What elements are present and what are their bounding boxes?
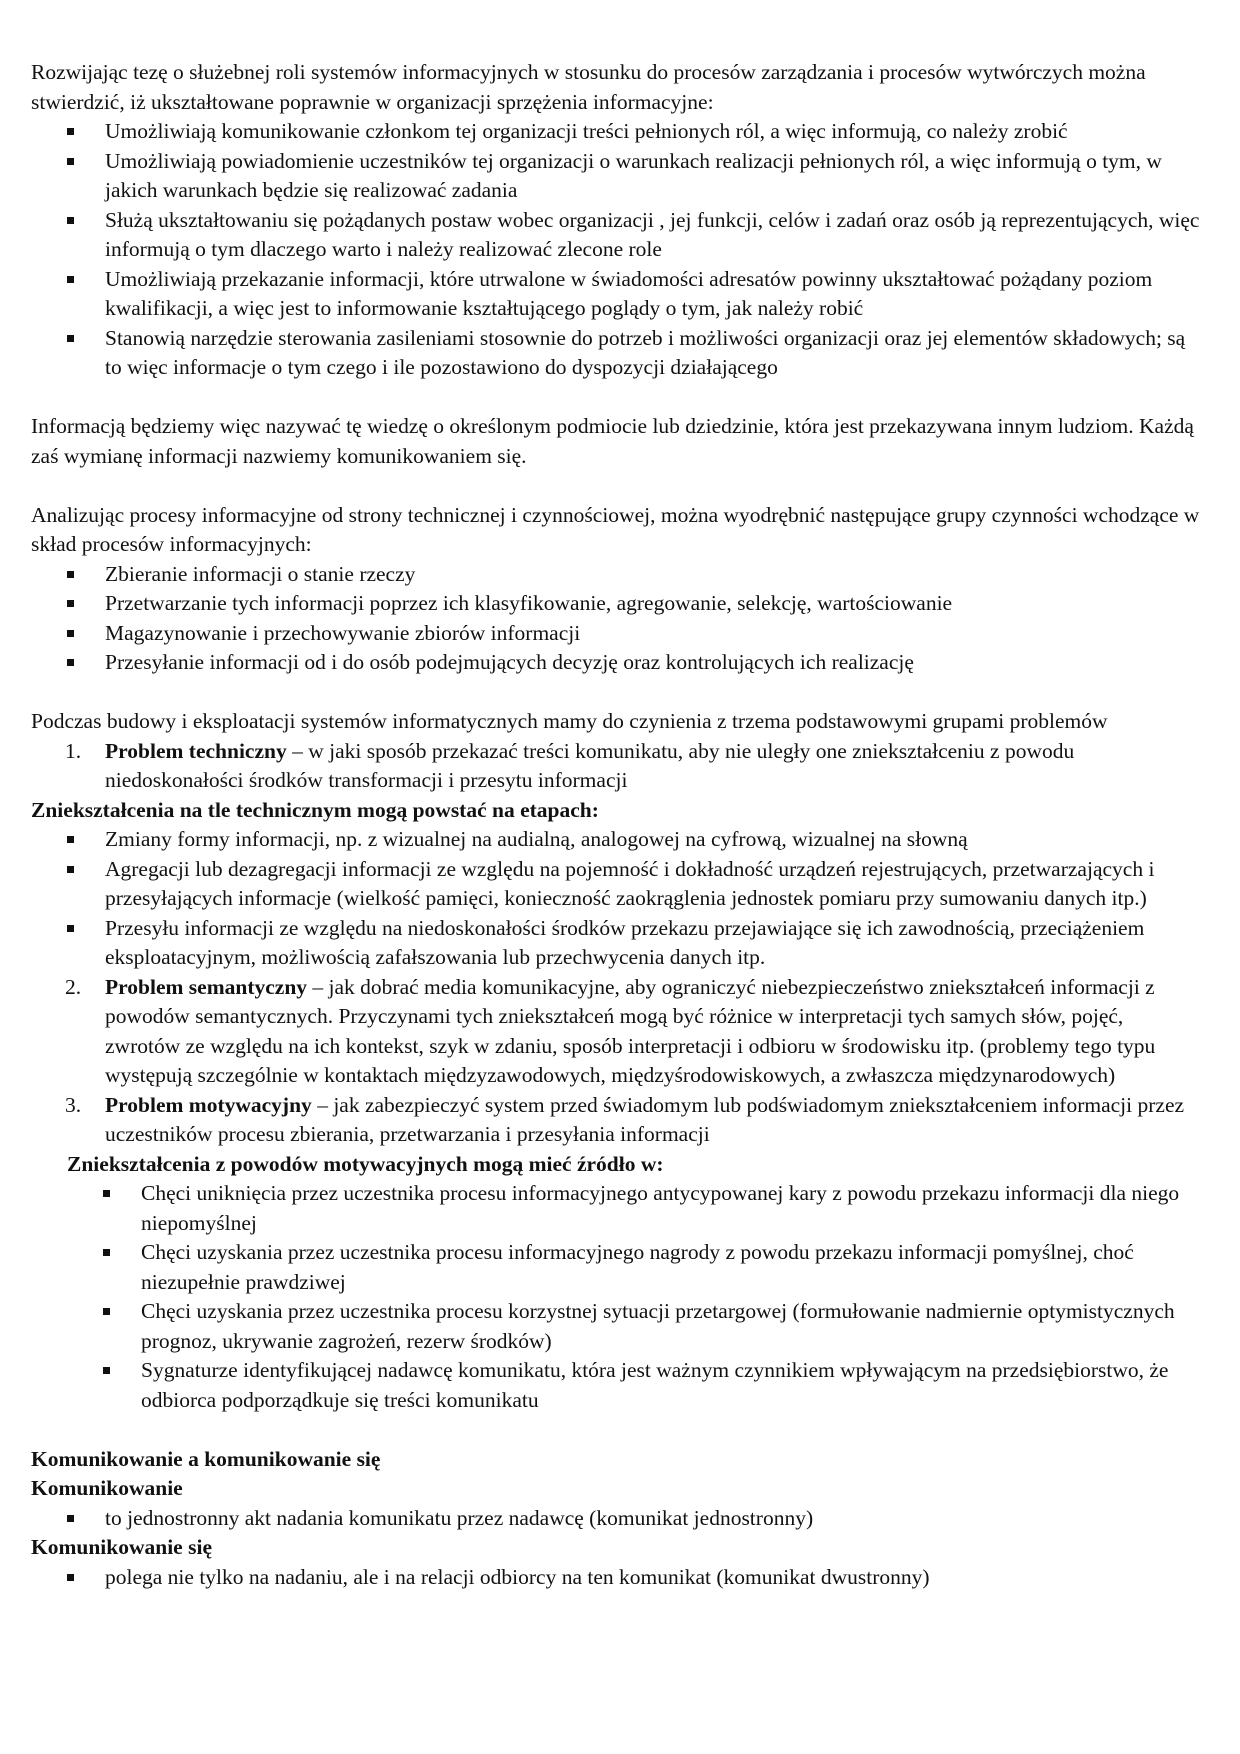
list-number: 2.	[65, 974, 82, 999]
problems-list-2	[31, 973, 1202, 1150]
list-item: Przesyłu informacji ze względu na niedoskonałości środków przekazu przejawiające się ich zawodnością, przeciążeniem eksploatacyjnym, możliwością zafałszowania lub przechwycenia danych itp.	[31, 914, 1202, 973]
problems-paragraph: Podczas budowy i eksploatacji systemów informatycznych mamy do czynienia z trzema podstawowymi grupami problemów	[31, 709, 1108, 733]
list-item: Zbieranie informacji o stanie rzeczy	[31, 560, 1202, 590]
list-number: 3.	[65, 1092, 82, 1117]
spacer	[31, 1415, 1202, 1445]
processes-list	[31, 560, 1202, 678]
communication-heading	[31, 1445, 1202, 1475]
spacer	[31, 678, 1202, 708]
intro-list	[31, 117, 1202, 383]
list-item: Agregacji lub dezagregacji informacji ze względu na pojemność i dokładność urządzeń rejestrujących, przetwarzających i przesyłających informacje (wielkość pamięci, konieczność zaokrąglenia jednostek pomiaru przy sumowaniu danych itp.)	[31, 855, 1202, 914]
list-item: Umożliwiają powiadomienie uczestników tej organizacji o warunkach realizacji pełnionych ról, a więc informują o tym, w jakich warunkach będzie się realizować zadania	[31, 147, 1202, 206]
list-item: Umożliwiają przekazanie informacji, które utrwalone w świadomości adresatów powinny ukształtować pożądany poziom kwalifikacji, a więc jest to informowanie kształtującego poglądy o tym, jak należy robić	[31, 265, 1202, 324]
tech-list	[31, 825, 1202, 973]
term1-list	[31, 1504, 1202, 1534]
tech-heading	[31, 796, 1202, 826]
list-item: Magazynowanie i przechowywanie zbiorów informacji	[31, 619, 1202, 649]
problem-technical	[31, 737, 1202, 796]
spacer	[31, 471, 1202, 501]
term2-list	[31, 1563, 1202, 1593]
definition-paragraph: Informacją będziemy więc nazywać tę wiedzę o określonym podmiocie lub dziedzinie, która jest przekazywana innym ludziom. Każdą zaś wymianę informacji nazwiemy komunikowaniem się.	[31, 414, 1194, 468]
list-item: polega nie tylko na nadaniu, ale i na relacji odbiorcy na ten komunikat (komunikat dwustronny)	[31, 1563, 1202, 1593]
list-item: Stanowią narzędzie sterowania zasileniami stosownie do potrzeb i możliwości organizacji oraz jej elementów składowych; są to więc informacje o tym czego i ile pozostawiono do dyspozycji działającego	[31, 324, 1202, 383]
problem-text: – jak dobrać media komunikacyjne, aby ograniczyć niebezpieczeństwo zniekształceń informacji z powodów semantycznych. Przyczynami tych zniekształceń mogą być różnice w interpretacji tych samych słów, pojęć, zwrotów ze względu na ich kontekst, szyk w zdaniu, sposób interpretacji i odbioru w środowisku itp. (problemy tego typu występują szczególnie w kontaktach międzyzawodowych, międzyśrodowiskowych, a zwłaszcza międzynarodowych)	[105, 974, 1156, 1087]
list-item: Chęci uniknięcia przez uczestnika procesu informacyjnego antycypowanej kary z powodu przekazu informacji dla niego niepomyślnej	[31, 1179, 1202, 1238]
list-item: Przesyłanie informacji od i do osób podejmujących decyzję oraz kontrolujących ich realizację	[31, 648, 1202, 678]
term-text: Komunikowanie się	[31, 1535, 212, 1559]
list-number: 1.	[65, 738, 82, 763]
term-text: Komunikowanie	[31, 1476, 183, 1500]
list-item: Chęci uzyskania przez uczestnika procesu korzystnej sytuacji przetargowej (formułowanie nadmiernie optymistycznych prognoz, ukrywanie zagrożeń, rezerw środków)	[31, 1297, 1202, 1356]
problem-title: Problem motywacyjny	[105, 1092, 312, 1117]
spacer	[31, 383, 1202, 413]
list-item: Służą ukształtowaniu się pożądanych postaw wobec organizacji , jej funkcji, celów i zadań oraz osób ją reprezentujących, więc informują o tym dlaczego warto i należy realizować zlecone role	[31, 206, 1202, 265]
term-communicating	[31, 1474, 1202, 1504]
problem-motivational	[31, 1091, 1202, 1150]
heading-text: Komunikowanie a komunikowanie się	[31, 1446, 381, 1471]
list-item: Sygnaturze identyfikującej nadawcę komunikatu, która jest ważnym czynnikiem wpływającym na przedsiębiorstwo, że odbiorca podporządkuje się treści komunikatu	[31, 1356, 1202, 1415]
processes-paragraph: Analizując procesy informacyjne od strony technicznej i czynnościowej, można wyodrębnić następujące grupy czynności wchodzące w skład procesów informacyjnych:	[31, 502, 1200, 556]
problem-title: Problem techniczny	[105, 738, 287, 763]
problem-text: – jak zabezpieczyć system przed świadomym lub podświadomym zniekształceniem informacji przez uczestników procesu zbierania, przetwarzania i przesyłania informacji	[105, 1092, 1185, 1146]
term-communicating-mutual	[31, 1533, 1202, 1563]
problem-text: – w jaki sposób przekazać treści komunikatu, aby nie uległy one zniekształceniu z powodu niedoskonałości środków transformacji i przesytu informacji	[105, 738, 1075, 792]
motiv-list	[31, 1179, 1202, 1415]
list-item: to jednostronny akt nadania komunikatu przez nadawcę (komunikat jednostronny)	[31, 1504, 1202, 1534]
motiv-heading-text: Zniekształcenia z powodów motywacyjnych mogą mieć źródło w:	[67, 1151, 664, 1176]
motiv-heading	[31, 1150, 1202, 1180]
list-item: Umożliwiają komunikowanie członkom tej organizacji treści pełnionych ról, a więc informują, co należy zrobić	[31, 117, 1202, 147]
tech-heading-text: Zniekształcenia na tle technicznym mogą powstać na etapach:	[31, 797, 599, 822]
intro-paragraph: Rozwijając tezę o służebnej roli systemów informacyjnych w stosunku do procesów zarządzania i procesów wytwórczych można stwierdzić, iż ukształtowane poprawnie w organizacji sprzężenia informacyjne:	[31, 60, 1146, 114]
list-item: Chęci uzyskania przez uczestnika procesu informacyjnego nagrody z powodu przekazu informacji pomyślnej, choć niezupełnie prawdziwej	[31, 1238, 1202, 1297]
problem-semantic	[31, 973, 1202, 1091]
list-item: Przetwarzanie tych informacji poprzez ich klasyfikowanie, agregowanie, selekcję, wartościowanie	[31, 589, 1202, 619]
problem-title: Problem semantyczny	[105, 974, 308, 999]
list-item: Zmiany formy informacji, np. z wizualnej na audialną, analogowej na cyfrową, wizualnej na słowną	[31, 825, 1202, 855]
problems-list-1	[31, 737, 1202, 796]
